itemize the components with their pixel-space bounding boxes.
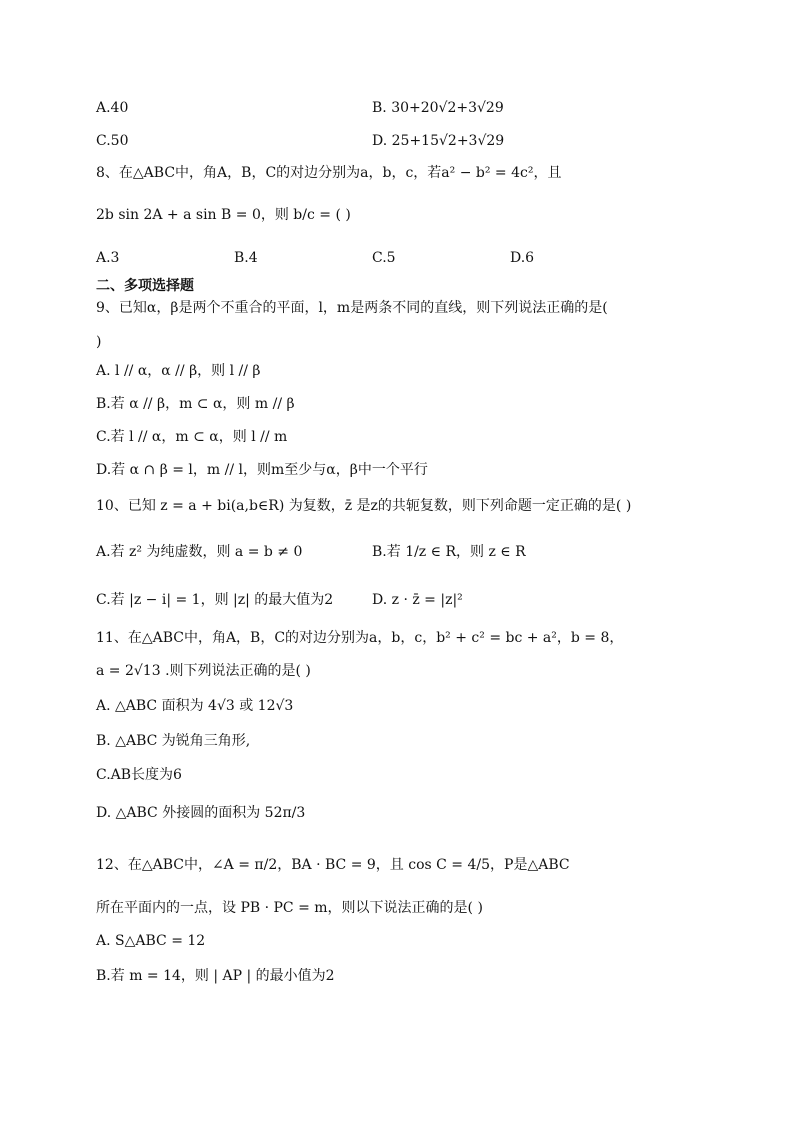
q11-option-a: A. △ABC 面积为 4√3 或 12√3: [96, 698, 294, 714]
q9-stem-line2: ): [96, 334, 102, 350]
q9-option-c: C.若 l // α，m ⊂ α，则 l // m: [96, 429, 288, 445]
q8-option-c: C.5: [372, 250, 396, 266]
q12-stem-line1: 12、在△ABC中，∠A = π/2，BA · BC = 9，且 cos C = 4/5，P是△ABC: [96, 857, 570, 873]
q9-option-b: B.若 α // β，m ⊂ α，则 m // β: [96, 396, 295, 412]
q12-option-b: B.若 m = 14，则 | AP | 的最小值为2: [96, 968, 335, 984]
q8-stem-line1: 8、在△ABC中，角A，B，C的对边分别为a，b，c，若a² − b² = 4c²，且: [96, 165, 562, 181]
q11-stem-line1: 11、在△ABC中，角A，B，C的对边分别为a，b，c，b² + c² = bc + a²，b = 8，: [96, 630, 624, 646]
q10-option-b: B.若 1/z ∈ R，则 z ∈ R: [372, 544, 526, 560]
q10-stem: 10、已知 z = a + bi(a,b∈R) 为复数，z̄ 是z的共轭复数，则下列命题一定正确的是( ): [96, 498, 632, 514]
q10-option-a: A.若 z² 为纯虚数，则 a = b ≠ 0: [96, 544, 303, 560]
q9-option-d: D.若 α ∩ β = l，m // l，则m至少与α，β中一个平行: [96, 462, 428, 478]
q7-option-a: A.40: [96, 100, 129, 116]
q12-option-a: A. S△ABC = 12: [96, 933, 206, 949]
q11-option-b: B. △ABC 为锐角三角形,: [96, 733, 251, 749]
q7-option-c: C.50: [96, 133, 129, 149]
section-heading-multiple-choice: 二、多项选择题: [96, 278, 194, 294]
q8-option-b: B.4: [234, 250, 258, 266]
q11-stem-line2: a = 2√13 .则下列说法正确的是( ): [96, 663, 311, 679]
q7-option-b: B. 30+20√2+3√29: [372, 100, 504, 116]
q10-option-d: D. z · z̄ = |z|²: [372, 592, 463, 608]
q11-option-c: C.AB长度为6: [96, 767, 182, 783]
q8-option-a: A.3: [96, 250, 120, 266]
q7-option-d: D. 25+15√2+3√29: [372, 133, 505, 149]
q9-option-a: A. l // α，α // β，则 l // β: [96, 363, 261, 379]
q8-stem-line2: 2b sin 2A + a sin B = 0，则 b/c = ( ): [96, 207, 351, 223]
q11-option-d: D. △ABC 外接圆的面积为 52π/3: [96, 805, 306, 821]
q9-stem-line1: 9、已知α，β是两个不重合的平面，l，m是两条不同的直线，则下列说法正确的是(: [96, 300, 608, 316]
q10-option-c: C.若 |z − i| = 1，则 |z| 的最大值为2: [96, 592, 334, 608]
q12-stem-line2: 所在平面内的一点，设 PB · PC = m，则以下说法正确的是( ): [96, 900, 483, 916]
q8-option-d: D.6: [510, 250, 535, 266]
